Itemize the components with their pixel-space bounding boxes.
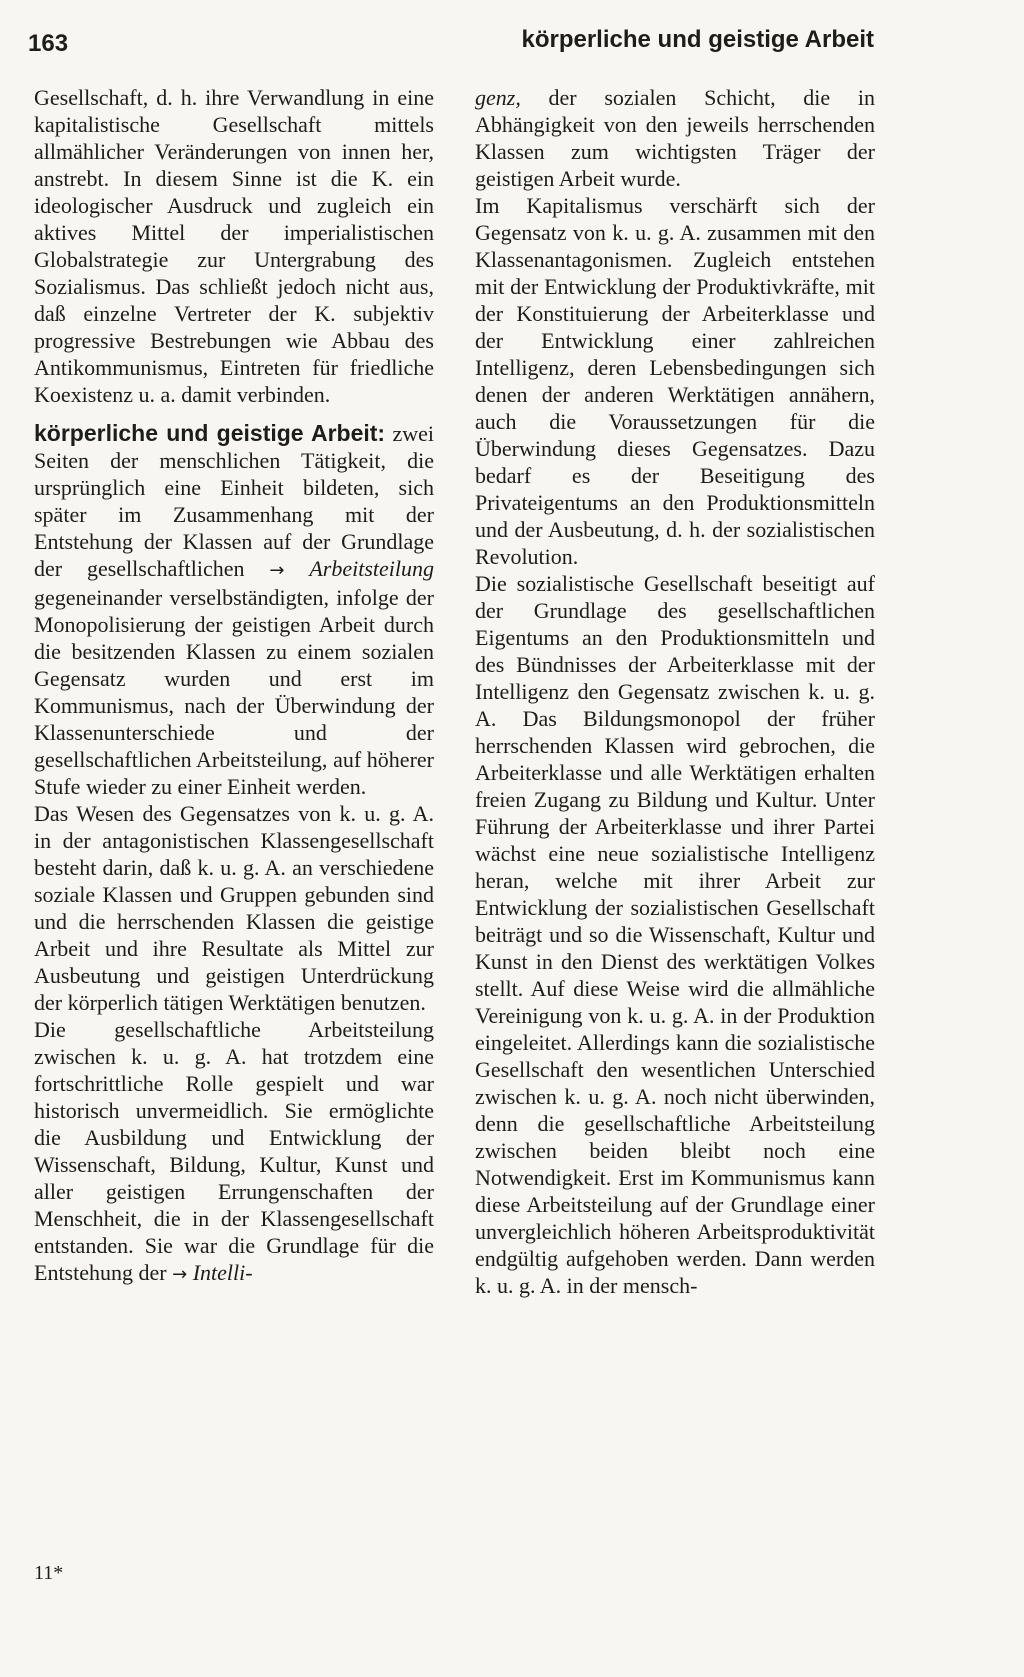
- running-head: körperliche und geistige Arbeit: [521, 26, 874, 53]
- cross-reference-arbeitsteilung: Arbeitsteilung: [309, 556, 435, 581]
- entry-paragraph: [34, 420, 434, 800]
- left-column: [34, 84, 434, 1288]
- continuation-paragraph: Gesellschaft, d. h. ihre Verwandlung in eine kapitalistische Gesellschaft mittels allmählicher Veränderungen von innen her, anstrebt. In diesem Sinne ist die K. ein ideologischer Ausdruck und zugleich ein aktives Mittel der imperialistischen Globalstrategie zur Untergrabung des Sozialismus. Das schließt jedoch nicht aus, daß einzelne Vertreter der K. subjektiv progressive Bestrebungen wie Abbau des Antikommunismus, Eintreten für friedliche Koexistenz u. a. damit verbinden.: [34, 85, 434, 407]
- paragraph-arbeitsteilung-text: Die gesellschaftliche Arbeitsteilung zwischen k. u. g. A. hat trotzdem eine fortschrittliche Rolle gespielt und war historisch unvermeidlich. Sie ermöglichte die Ausbildung und Entwicklung der Wissenschaft, Bildung, Kultur, Kunst und aller geistigen Errungenschaften der Menschheit, die in der Klassengesellschaft entstanden. Sie war die Grundlage für die Entstehung der: [34, 1017, 434, 1285]
- paragraph-intelligenz-text: der sozialen Schicht, die in Abhängigkeit von den jeweils herrschenden Klassen zum wichtigsten Träger der geistigen Arbeit wurde.: [475, 85, 875, 191]
- paragraph-arbeitsteilung: [34, 1016, 434, 1288]
- right-column: [475, 84, 875, 1299]
- entry-text-2: gegeneinander verselbständigten, infolge der Monopolisierung der geistigen Arbeit durch die besitzenden Klassen zu einem sozialen Gegensatz wurden und erst im Kommunismus, nach der Überwindung der Klassenunterschiede und der gesellschaftlichen Arbeitsteilung, auf höherer Stufe wieder zu einer Einheit werden.: [34, 585, 434, 799]
- paragraph-intelligenz: [475, 84, 875, 192]
- paragraph-kapitalismus: Im Kapitalismus verschärft sich der Gegensatz von k. u. g. A. zusammen mit den Klassenantagonismen. Zugleich entstehen mit der Entwicklung der Produktivkräfte, mit der Konstituierung der Arbeiterklasse und der Entwicklung einer zahlreichen Intelligenz, deren Lebensbedingungen sich denen der anderen Werktätigen annähern, auch die Voraussetzungen für die Überwindung dieses Gegensatzes. Dazu bedarf es der Beseitigung des Privateigentums an den Produktionsmitteln und der Ausbeutung, d. h. der sozialistischen Revolution.: [475, 193, 875, 569]
- paragraph-wesen: Das Wesen des Gegensatzes von k. u. g. A. in der antagonistischen Klassengesellschaft besteht darin, daß k. u. g. A. an verschiedene soziale Klassen und Gruppen gebunden sind und die herrschenden Klassen die geistige Arbeit und ihre Resultate als Mittel zur Ausbeutung und geistigen Unterdrückung der körperlich tätigen Werktätigen benutzen.: [34, 801, 434, 1015]
- entry-headword: körperliche und geistige Arbeit:: [34, 420, 386, 446]
- arrow-icon: →: [172, 1264, 188, 1285]
- printer-signature: 11*: [34, 1562, 64, 1584]
- page-number: 163: [28, 30, 69, 57]
- cross-reference-intelligenz: Intelli-: [192, 1260, 253, 1285]
- paragraph-sozialismus: Die sozialistische Gesellschaft beseitigt auf der Grundlage des gesellschaftlichen Eigentums an den Produktionsmitteln und des Bündnisses der Arbeiterklasse mit der Intelligenz den Gegensatz zwischen k. u. g. A. Das Bildungsmonopol der früher herrschenden Klassen wird gebrochen, die Arbeiterklasse und alle Werktätigen erhalten freien Zugang zu Bildung und Kultur. Unter Führung der Arbeiterklasse und ihrer Partei wächst eine neue sozialistische Intelligenz heran, welche mit ihrer Arbeit zur Entwicklung der sozialistischen Gesellschaft beiträgt und so die Wissenschaft, Kultur und Kunst in den Dienst des werktätigen Volkes stellt. Auf diese Weise wird die allmähliche Vereinigung von k. u. g. A. in der Produktion eingeleitet. Allerdings kann die sozialistische Gesellschaft den wesentlichen Unterschied zwischen k. u. g. A. noch nicht überwinden, denn die gesellschaftliche Arbeitsteilung zwischen beiden bleibt noch eine Notwendigkeit. Erst im Kommunismus kann diese Arbeitsteilung auf der Grundlage einer unvergleichlich höheren Arbeitsproduktivität endgültig aufgehoben werden. Dann werden k. u. g. A. in der mensch-: [475, 571, 875, 1298]
- arrow-icon: →: [269, 560, 285, 581]
- entry-text-1: zwei Seiten der menschlichen Tätigkeit, die ursprünglich eine Einheit bildeten, sich später im Zusammenhang mit der Entstehung der Klassen auf der Grundlage der gesellschaftlichen: [34, 421, 435, 581]
- cross-reference-intelligenz-cont: genz,: [475, 85, 521, 110]
